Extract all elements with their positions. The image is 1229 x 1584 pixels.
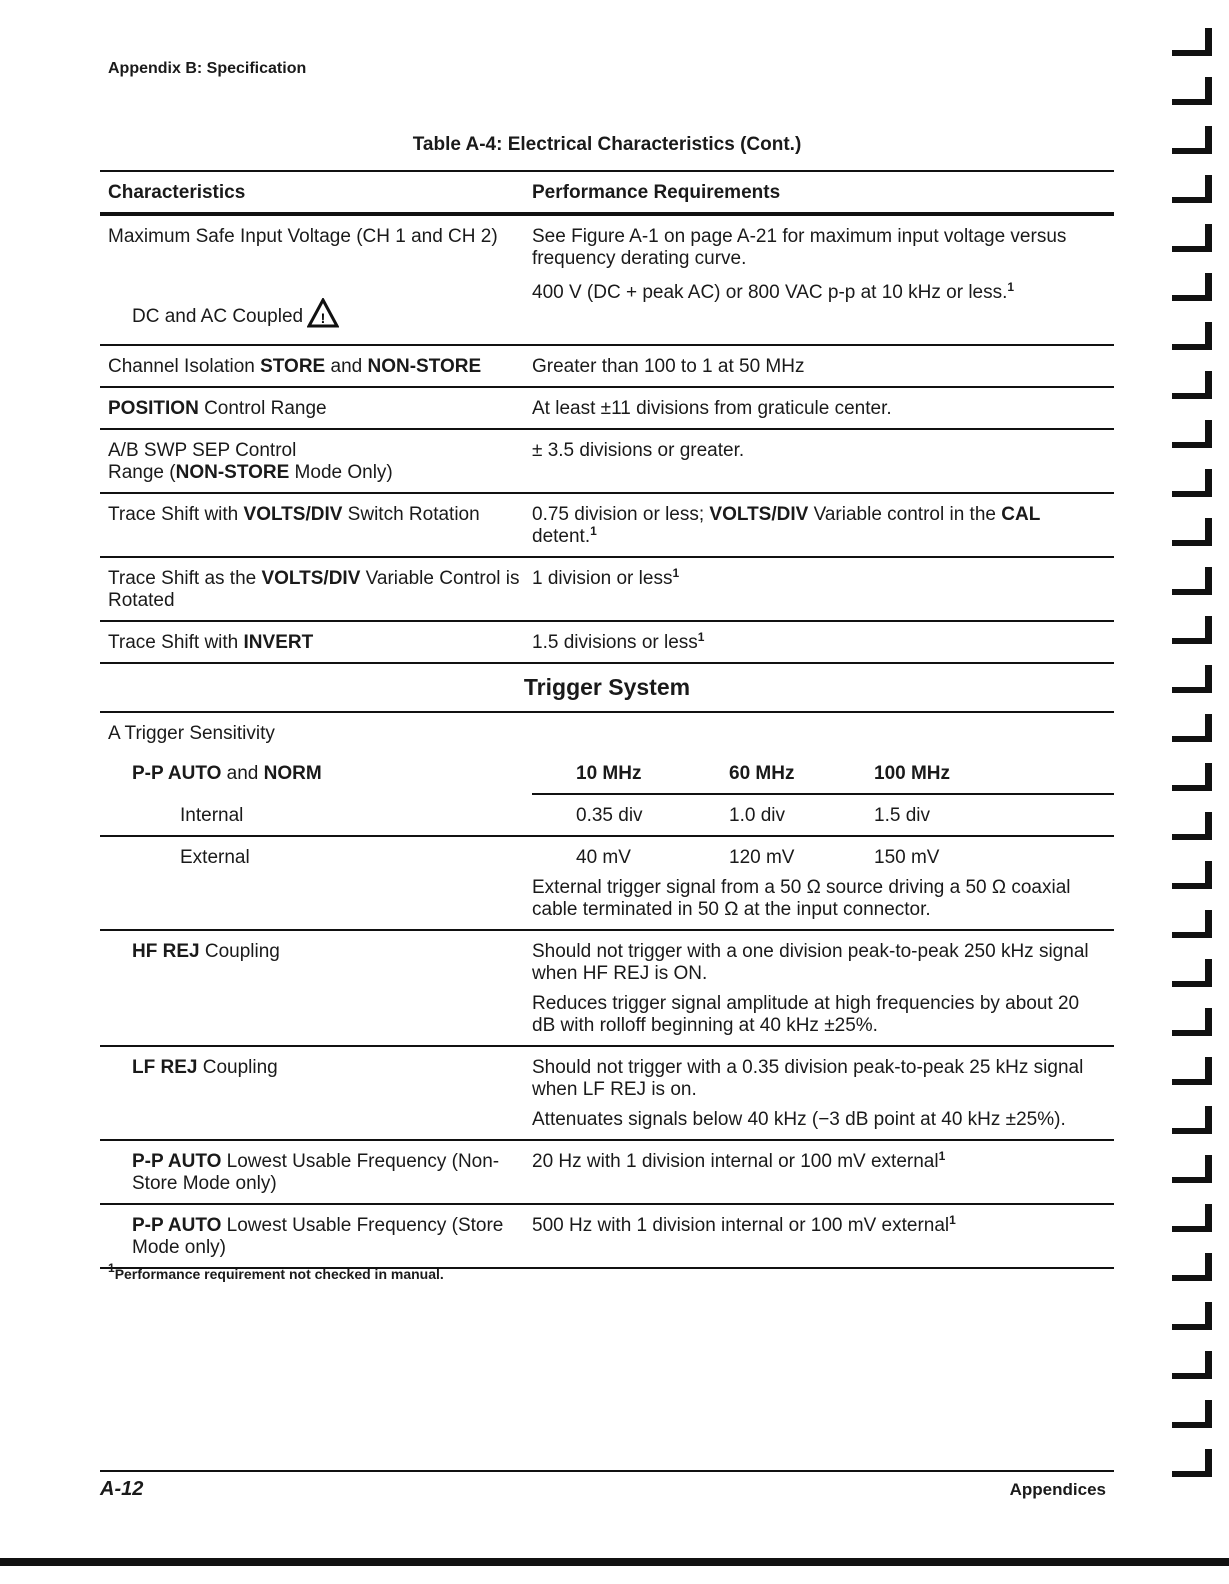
footer-section: Appendices [1009,1480,1106,1499]
text: Mode Only) [289,462,393,483]
text: VOLTS/DIV [243,504,343,525]
edge-tab-mark [1172,295,1212,301]
col-header-requirements: Performance Requirements [532,182,781,203]
edge-tab-mark [1172,246,1212,252]
text: Switch Rotation [342,504,480,525]
row-value [532,1057,1114,1131]
footnote-ref: 1 [672,566,680,580]
text: INVERT [243,632,314,653]
table-row [100,869,1114,929]
edge-tab-mark [1172,1177,1212,1183]
row-label [100,504,532,548]
edge-tab-mark [1172,1079,1212,1085]
text: P-P AUTO [132,763,222,784]
edge-tab-mark [1172,638,1212,644]
text: NON-STORE [367,356,482,377]
text: Variable Control is Rotated [108,568,520,611]
table-row [100,931,1114,1045]
row-value [532,632,1114,654]
row-value: ± 3.5 divisions or greater. [532,440,745,461]
row-value: At least ±11 divisions from graticule center. [532,398,892,419]
row-label [100,941,532,1037]
text: 20 Hz with 1 division internal or 100 mV external [532,1151,939,1172]
table-header-row [100,172,1114,212]
freq-60mhz: 60 MHz [729,763,795,784]
row-value: See Figure A-1 on page A-21 for maximum input voltage versus frequency derating curve. [532,226,1067,269]
text: NON-STORE [175,462,290,483]
value-60mhz: 120 mV [729,847,795,868]
bottom-bar [0,1558,1229,1566]
table-row [100,346,1114,386]
edge-tab-mark [1172,1373,1212,1379]
table-row [100,276,1114,344]
table-row [100,713,1114,745]
row-label [100,1215,532,1259]
text: Lowest Usable Frequency (Non-Store Mode only) [132,1151,500,1194]
text: NORM [263,763,322,784]
edge-tab-mark [1172,148,1212,154]
row-label [100,356,532,378]
text: Should not trigger with a one division peak-to-peak 250 kHz signal when HF REJ is ON. [532,941,1089,984]
row-label: Internal [180,805,244,826]
text: Coupling [199,941,280,962]
row-value [532,941,1114,1037]
table-row [100,745,1114,793]
edge-tab-mark [1172,834,1212,840]
text: Channel Isolation [108,356,261,377]
edge-tab-mark [1172,1324,1212,1330]
edge-tab-mark [1172,344,1212,350]
edge-tab-mark [1172,785,1212,791]
edge-tab-mark [1172,736,1212,742]
row-label: External [180,847,250,868]
text: Coupling [197,1057,278,1078]
edge-tab-mark [1172,1422,1212,1428]
edge-tab-mark [1172,1128,1212,1134]
text: A/B SWP SEP Control [108,440,297,461]
text: detent. [532,526,591,547]
footnote-ref: 1 [697,630,705,644]
row-value [532,504,1114,548]
value-100mhz: 1.5 div [874,805,930,826]
edge-tab-mark [1172,1226,1212,1232]
text: Should not trigger with a 0.35 division peak-to-peak 25 kHz signal when LF REJ is on. [532,1057,1084,1100]
edge-tab-mark [1172,589,1212,595]
text: Attenuates signals below 40 kHz (−3 dB point at 40 kHz ±25%). [532,1109,1066,1130]
row-label: A Trigger Sensitivity [108,723,275,744]
edge-tab-mark [1172,1471,1212,1477]
value-10mhz: 0.35 div [576,805,643,826]
text: P-P AUTO [132,1215,222,1236]
text: Reduces trigger signal amplitude at high frequencies by about 20 dB with rolloff beginning at 40 kHz ±25%. [532,993,1080,1036]
edge-index-tabs [1160,20,1220,1530]
text: and [221,763,264,784]
table-caption: Table A-4: Electrical Characteristics (Cont.) [412,134,802,155]
edge-tab-mark [1172,1030,1212,1036]
footnote-ref: 1 [938,1149,946,1163]
edge-tab-mark [1172,50,1212,56]
row-label: Maximum Safe Input Voltage (CH 1 and CH 2) [108,226,498,247]
spec-table [100,170,1114,1269]
text: Range ( [108,462,176,483]
running-header: Appendix B: Specification [108,60,307,77]
text: 0.75 division or less; [532,504,710,525]
text: LF REJ [132,1057,198,1078]
row-label [100,763,532,785]
table-row [100,795,1114,835]
text: 1 division or less [532,568,673,589]
col-header-characteristics: Characteristics [108,182,246,203]
table-row [100,494,1114,556]
value-100mhz: 150 mV [874,847,940,868]
text: Trace Shift as the [108,568,262,589]
table-row [100,1205,1114,1267]
table-row [100,837,1114,869]
text: STORE [260,356,326,377]
page-number: A-12 [100,1478,144,1500]
footnote [108,1261,444,1282]
edge-tab-mark [1172,442,1212,448]
freq-100mhz: 100 MHz [874,763,951,784]
row-value [532,568,1114,612]
value-text: 400 V (DC + peak AC) or 800 VAC p-p at 10 kHz or less. [532,282,1008,303]
row-value: Greater than 100 to 1 at 50 MHz [532,356,805,377]
text: Trace Shift with [108,504,244,525]
text: 500 Hz with 1 division internal or 100 mV external [532,1215,950,1236]
text: Trace Shift with [108,632,244,653]
row-label [100,632,532,654]
text: P-P AUTO [132,1151,222,1172]
edge-tab-mark [1172,687,1212,693]
footnote-text: Performance requirement not checked in manual. [114,1266,444,1282]
edge-tab-mark [1172,393,1212,399]
row-value [532,1215,1114,1259]
table-row [100,430,1114,492]
edge-tab-mark [1172,1275,1212,1281]
text: Variable control in the [808,504,1002,525]
text: VOLTS/DIV [709,504,809,525]
row-label [100,398,532,420]
table-row [100,558,1114,620]
value-10mhz: 40 mV [576,847,631,868]
text: Lowest Usable Frequency (Store Mode only) [132,1215,504,1258]
row-label [100,1151,532,1195]
text: and [325,356,368,377]
table-row [100,216,1114,276]
row-value [532,1151,1114,1195]
svg-text:!: ! [320,310,326,326]
row-value [532,282,1114,334]
dc-ac-label: DC and AC Coupled [132,306,304,327]
row-value [532,847,1114,869]
external-note: External trigger signal from a 50 Ω source driving a 50 Ω coaxial cable terminated in 50 Ω at the input connector. [532,877,1071,920]
footnote-ref: 1 [949,1213,956,1227]
text: CAL [1001,504,1041,525]
value-60mhz: 1.0 div [729,805,785,826]
row-label [100,440,532,484]
edge-tab-mark [1172,883,1212,889]
edge-tab-mark [1172,540,1212,546]
section-title: Trigger System [523,674,691,700]
edge-tab-mark [1172,197,1212,203]
row-label [100,282,532,334]
footnote-mark: 1 [108,1261,115,1275]
text: HF REJ [132,941,200,962]
edge-tab-mark [1172,99,1212,105]
row-label [100,1057,532,1131]
edge-tab-mark [1172,491,1212,497]
freq-10mhz: 10 MHz [576,763,642,784]
text: 1.5 divisions or less [532,632,698,653]
table-row [100,1141,1114,1203]
row-label [100,568,532,612]
edge-tab-mark [1172,932,1212,938]
table-row [100,388,1114,428]
text: Control Range [198,398,327,419]
footnote-ref: 1 [1007,280,1015,294]
text: VOLTS/DIV [261,568,361,589]
row-value [532,805,1114,827]
table-row [100,622,1114,662]
footer-rule [100,1470,1114,1472]
table-row [100,1047,1114,1139]
edge-tab-mark [1172,981,1212,987]
warning-triangle-icon [307,298,339,334]
footnote-ref: 1 [590,524,597,538]
freq-header [532,763,1114,785]
text: POSITION [108,398,199,419]
